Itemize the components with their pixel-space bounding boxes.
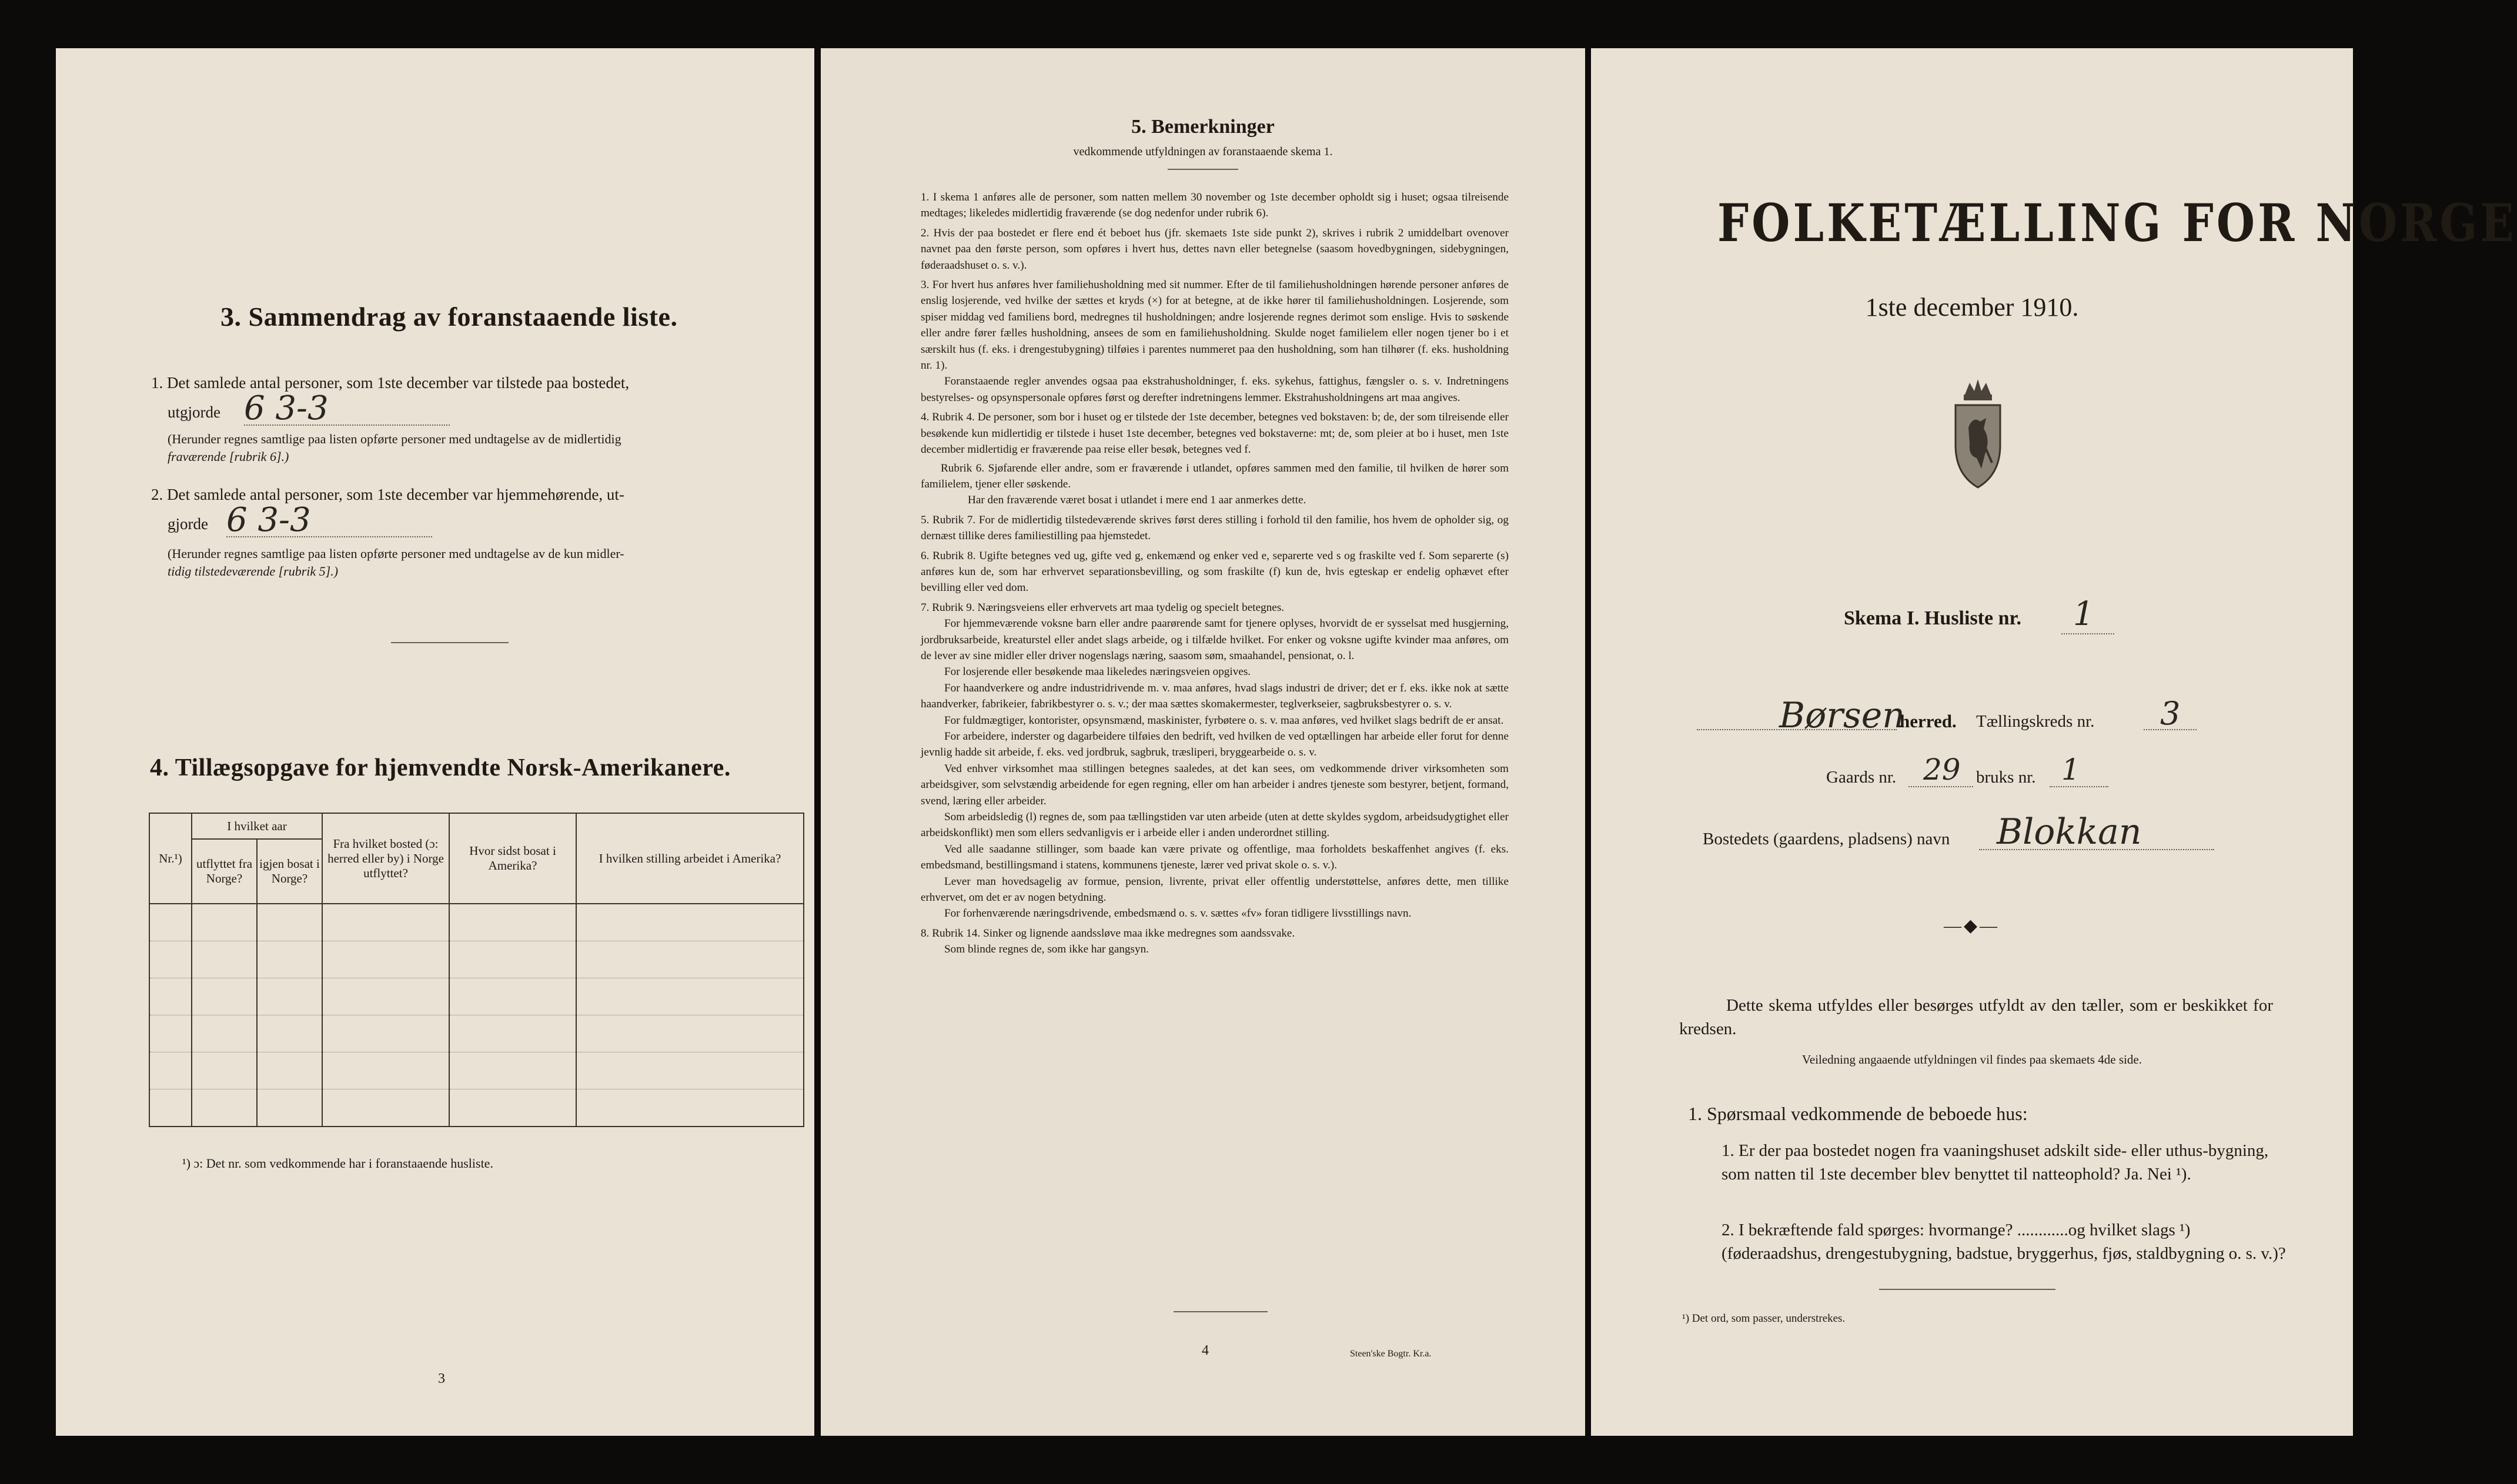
section-4-title: 4. Tillægsopgave for hjemvendte Norsk-Amerikanere. [150,754,731,781]
bosted-dotline [1979,849,2214,850]
item2-text: 2. Det samlede antal personer, som 1ste december var hjemmehørende, ut- [151,486,624,503]
page-left [56,48,814,1436]
census-title: FOLKETÆLLING FOR NORGE [1717,192,2517,253]
question-2: 2. I bekræftende fald spørges: hvormange? ............og hvilket slags ¹) (føderaadshus, drengestubygning, badstue, bryggerhus, fjøs, staldbygning o. s. v.)? [1722,1221,2286,1263]
item2-note1: (Herunder regnes samtlige paa listen opførte personer med undtagelse av de kun midler- [168,546,624,561]
norway-coat-of-arms-icon [1943,375,2013,492]
item1-value: 6 3-3 [244,389,329,427]
remark-paragraph: For forhenværende næringsdrivende, embedsmænd o. s. v. sættes «fv» foran tidligere livsstillings navn. [944,907,1412,920]
col-hvor-bosat: Hvor sidst bosat i Amerika? [449,813,576,904]
remark-paragraph: 7. Rubrik 9. Næringsveiens eller erhvervets art maa tydelig og specielt betegnes. [921,601,1285,614]
table-row [149,904,804,941]
instruction-text: Dette skema utfyldes eller besørges utfyldt av den tæller, som er beskikket for kredsen. [1679,996,2273,1038]
remark-paragraph: Har den fraværende været bosat i utlandet i mere end 1 aar anmerkes dette. [968,494,1306,507]
bruks-label: bruks nr. [1976,768,2036,787]
col-utflyttet: utflyttet fra Norge? [192,839,257,904]
subtitle-rule [1168,169,1238,170]
page-number: 4 [1202,1343,1209,1358]
remark-paragraph: 1. I skema 1 anføres alle de personer, som natten mellem 30 november og 1ste december opholdt sig i huset; ogsaa tilreisende medtages; likeledes midlertidig fraværende (se dog nedenfor under rubrik 6). [921,191,1509,220]
remark-paragraph: For haandverkere og andre industridrivende m. v. maa anføres, hvad slags industri de driver; det er f. eks. ikke nok at sætte haandverker, fabrikeier, fabrikbestyrer o. s. v.; der maa sættes skomakermester, teglverkseier, sagbruksbestyrer o. s. v. [921,681,1509,711]
printer-imprint: Steen'ske Bogtr. Kr.a. [1350,1349,1432,1359]
kreds-value: 3 [2160,695,2181,732]
remark-paragraph: Rubrik 6. Sjøfarende eller andre, som er fraværende i utlandet, opføres sammen med den familie, til hvilken de hører som familielem, tjener eller søskende. [921,462,1509,490]
remark-paragraph: 3. For hvert hus anføres hver familiehusholdning med sit nummer. Efter de til familiehusholdningen hørende personer anføres de enslig losjerende, ved hvilke der sættes et kryds (×) for at betegne, at de ikke hører til familiehusholdningen. Losjerende, som spiser middag ved familiens bord, medregnes til husholdningen; andre losjerende regnes derimot som enslige. Hvis to søskende eller andre fører fælles husholdning, ansees de som en familiehusholdning. Skulde noget familielem eller nogen tjener bo i et særskilt hus (f. eks. i drengestubygning) tilføies i parentes nummeret paa den husholdning, som han tilhører (f. eks. husholdning nr. 1). [921,279,1509,372]
instruction-guide: Veiledning angaaende utfyldningen vil findes paa skemaets 4de side. [1802,1052,2142,1067]
census-date: 1ste december 1910. [1865,293,2079,322]
footnote-rule [1879,1289,2055,1290]
page-middle [821,48,1585,1436]
remark-paragraph: 4. Rubrik 4. De personer, som bor i huset og er tilstede der 1ste december, betegnes ved bokstaven: b; de, der som tilreisende eller besøkende kun midlertidig er tilstede i huset 1ste december, betegnes ved bokstaverne: mt; de, som pleier at bo i huset, men 1ste december midlertidig er fraværende paa reise eller besøk, betegnes ved f. [921,411,1509,456]
remark-paragraph: For losjerende eller besøkende maa likeledes næringsveien opgives. [944,666,1251,679]
remark-paragraph: Som arbeidsledig (l) regnes de, som paa tællingstiden var uten arbeide (uten at dette skyldes sygdom, arbeidsudygtighet eller arbeidskonflikt) men som ellers sedvanligvis er i arbeide eller i anden underordnet stilling. [921,811,1509,840]
remark-paragraph: 8. Rubrik 14. Sinker og lignende aandssløve maa ikke medregnes som aandssvake. [921,927,1295,940]
item2-gjorde: gjorde [168,515,208,533]
ornament-divider: —◆— [1944,916,2000,935]
end-rule [1174,1311,1268,1312]
item2-dotline [226,536,432,537]
remark-paragraph: Lever man hovedsagelig av formue, pension, livrente, privat eller offentlig understøttelse, anføres dette, men tillike erhvervet, om det er av nogen betydning. [921,875,1509,904]
bemerkninger-body [921,189,1509,958]
item1-utgjorde: utgjorde [168,403,220,421]
item2-value: 6 3-3 [226,501,311,539]
gaards-dotline [1908,786,1973,787]
remark-paragraph: For fuldmægtiger, kontorister, opsynsmænd, maskinister, fyrbøtere o. s. v. maa anføres, ved hvilket slags bedrift de er ansat. [944,714,1504,727]
col-nr: Nr.¹) [149,813,192,904]
husliste-dotline [2061,633,2114,634]
item1-note2: fraværende [rubrik 6].) [168,449,289,464]
col-fra-bosted: Fra hvilket bosted (ɔ: herred eller by) i Norge utflyttet? [322,813,449,904]
remark-paragraph: Foranstaaende regler anvendes ogsaa paa ekstrahusholdninger, f. eks. sykehus, fattighus, fængsler o. s. v. Indretningens bestyrelses- og opsynspersonale opføres først og derefter indretningens lemmer. Ekstrahusholdningens art maa angives. [921,375,1509,404]
bemerkninger-title: 5. Bemerkninger [1131,116,1275,138]
norsk-amerikanere-table [149,813,804,1127]
section-3-title: 3. Sammendrag av foranstaaende liste. [220,302,678,332]
table-row [149,941,804,978]
table-row [149,978,804,1015]
gaards-label: Gaards nr. [1826,768,1897,787]
item1-note1: (Herunder regnes samtlige paa listen opførte personer med undtagelse av de midlertidig [168,432,621,446]
bemerkninger-subtitle: vedkommende utfyldningen av foranstaaende skema 1. [1073,145,1333,158]
gaards-value: 29 [1923,753,1961,787]
page-number: 3 [438,1371,445,1386]
bosted-label: Bostedets (gaardens, pladsens) navn [1703,830,1950,848]
remark-paragraph: For arbeidere, inderster og dagarbeidere tilføies den bedrift, ved hvilken de ved optællingen har arbeide eller forut for denne jevnlig hadde sit arbeide, f. eks. ved jordbruk, sagbruk, træsliperi, bryggearbeide o. s. v. [921,730,1509,759]
table-row [149,1089,804,1127]
footnote: ¹) Det ord, som passer, understrekes. [1682,1312,1846,1325]
remark-paragraph: Ved enhver virksomhet maa stillingen betegnes saaledes, at det kan sees, om vedkommende driver virksomheten som arbeidsgiver, som selvstændig arbeidende for egen regning, eller om han arbeider i andres tjeneste som bestyrer, betjent, formand, svend, læring eller arbeider. [921,762,1509,807]
remark-paragraph: 5. Rubrik 7. For de midlertidig tilstedeværende skrives først deres stilling i forhold til den familie, hos hvem de opholder sig, og dernæst tillike deres familiestilling paa hjemstedet. [921,513,1509,543]
bruks-value: 1 [2061,753,2080,787]
herred-label: herred. [1900,711,1957,731]
skema-label: Skema I. Husliste nr. [1844,607,2021,629]
col-group-aar: I hvilket aar [192,813,322,839]
husliste-value: 1 [2073,595,2094,633]
item1-text: 1. Det samlede antal personer, som 1ste december var tilstede paa bostedet, [151,374,630,392]
kreds-label: Tællingskreds nr. [1976,712,2095,731]
footnote: ¹) ɔ: Det nr. som vedkommende har i foranstaaende husliste. [182,1156,493,1171]
herred-value: Børsen [1779,695,1905,736]
kreds-dotline [2144,729,2197,730]
page-right [1591,48,2517,1436]
question-1: 1. Er der paa bostedet nogen fra vaaningshuset adskilt side- eller uthus-bygning, som natten til 1ste december blev benyttet til natteophold? Ja. Nei ¹). [1722,1141,2269,1184]
col-igjen: igjen bosat i Norge? [257,839,322,904]
col-stilling: I hvilken stilling arbeidet i Amerika? [576,813,804,904]
questions-heading: 1. Spørsmaal vedkommende de beboede hus: [1688,1103,2028,1124]
table-row [149,1052,804,1089]
separator [391,642,509,643]
remark-paragraph: Som blinde regnes de, som ikke har gangsyn. [944,943,1149,956]
item2-note2: tidig tilstedeværende [rubrik 5].) [168,564,339,579]
remark-paragraph: 2. Hvis der paa bostedet er flere end ét beboet hus (jfr. skemaets 1ste side punkt 2), skrives i rubrik 2 umiddelbart ovenover navnet paa den første person, som opføres i hvert hus, dettes navn eller betegnelse (saasom hovedbygningen, sidebygningen, føderaadshuset o. s. v.). [921,226,1509,272]
remark-paragraph: 6. Rubrik 8. Ugifte betegnes ved ug, gifte ved g, enkemænd og enker ved e, separerte ved s og fraskilte ved f. Som separerte (s) anføres kun de, som har erhvervet separationsbevilling, og som fraskilte (f) kun de, hvis egteskap er endelig ophævet efter bevilling eller ved dom. [921,549,1509,594]
remark-paragraph: Ved alle saadanne stillinger, som baade kan være private og offentlige, maa forholdets beskaffenhet angives (f. eks. embedsmand, bestillingsmand i statens, kommunens tjeneste, lærer ved privat skole o. s. v.). [921,843,1509,872]
bosted-value: Blokkan [1997,811,2142,853]
table-row [149,1015,804,1052]
item1-dotline [244,425,450,426]
bruks-dotline [2050,786,2108,787]
remark-paragraph: For hjemmeværende voksne barn eller andre paarørende samt for tjenere oplyses, hvorvidt de er sysselsat med husgjerning, jordbruksarbeide, kreaturstel eller andet slags arbeide, og i tilfælde hvilket. For enker og voksne ugifte kvinder maa anføres, om de lever av sine midler eller driver nogenslags næring, saasom søm, smaahandel, pensionat, o. l. [921,617,1509,662]
